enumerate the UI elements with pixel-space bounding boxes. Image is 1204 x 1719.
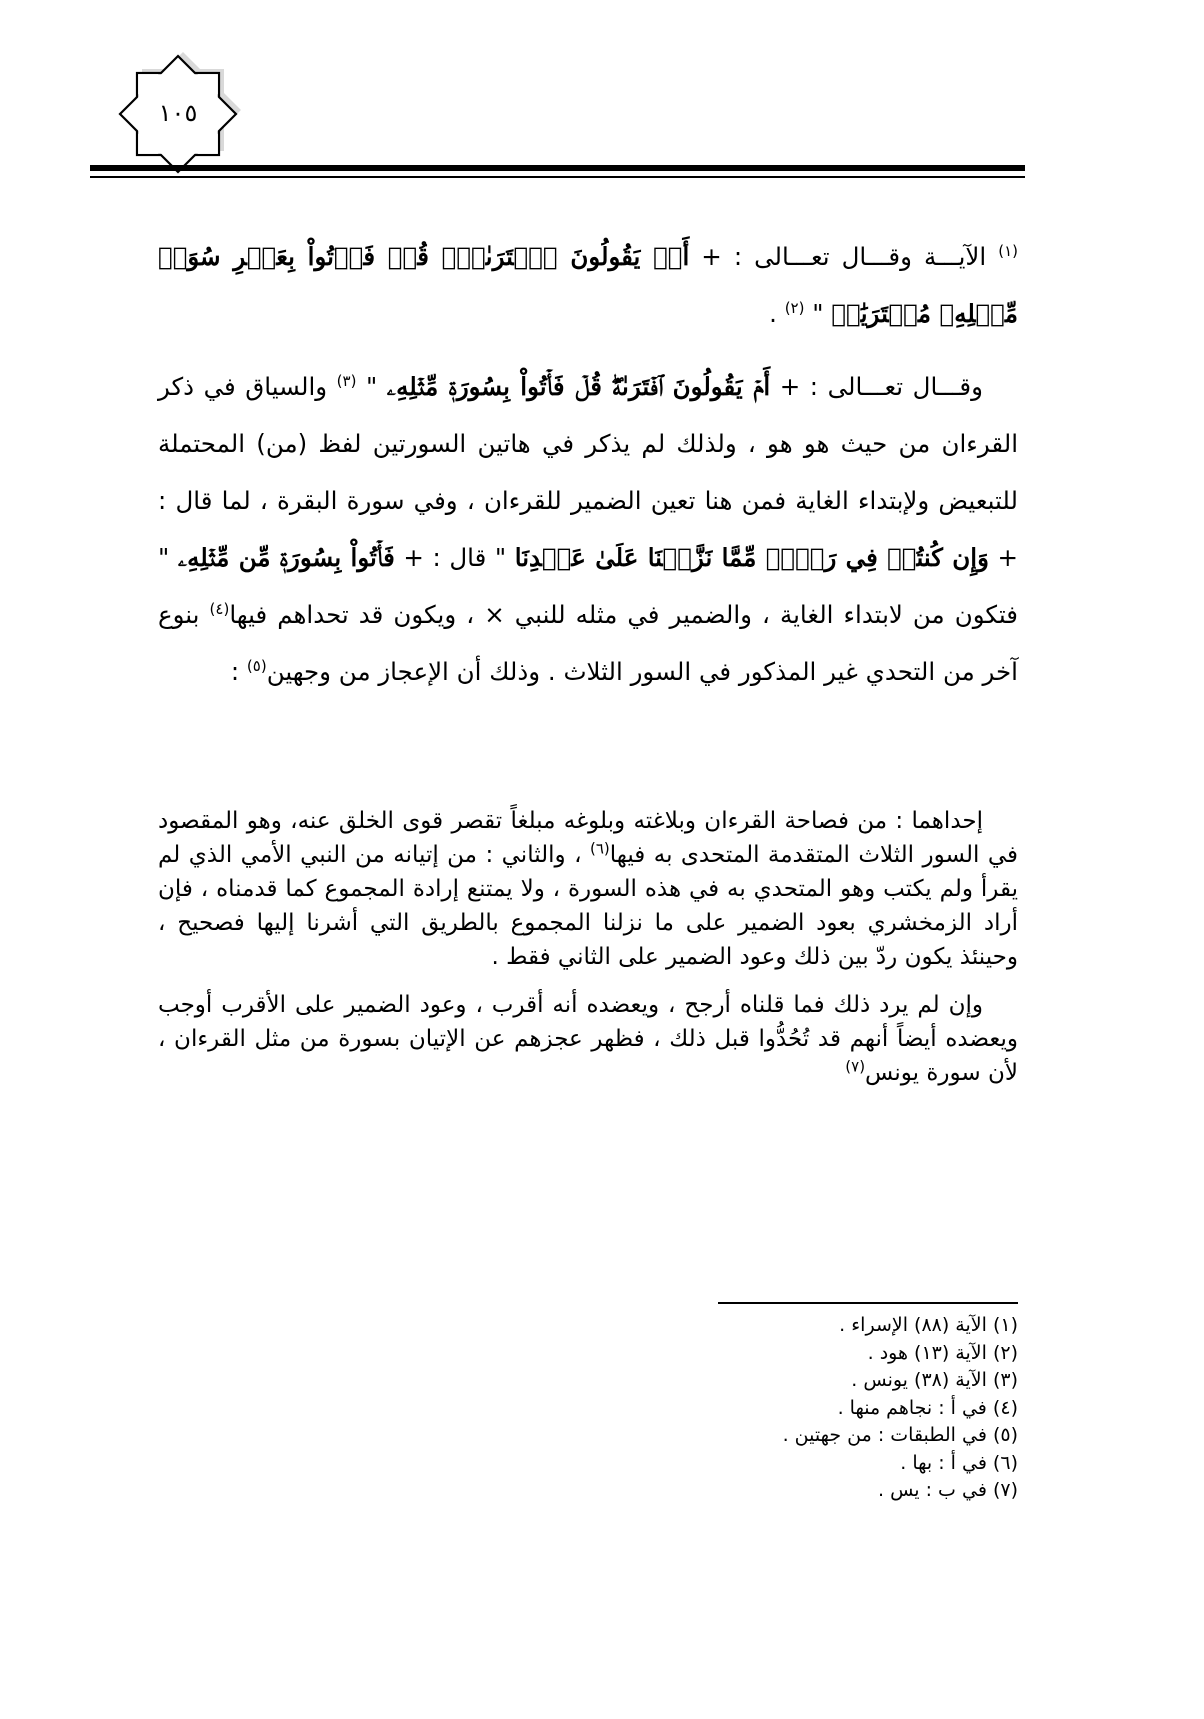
paragraph-text: " قال : +	[394, 543, 515, 572]
page-number: ١٠٥	[158, 101, 198, 127]
footnote-list	[618, 1312, 1018, 1505]
paragraph-text: "	[356, 372, 387, 401]
paragraph-text: .	[769, 299, 785, 328]
footnote-ref: (٣)	[336, 371, 357, 390]
paragraph-text: وقـــال تعـــالى : +	[770, 372, 983, 401]
quran-quote: أَمۡ يَقُولُونَ ٱفۡتَرَىٰهُۖ قُلۡ فَأۡتُواْ بِسُورَةٖ مِّثۡلِهِۦ	[386, 372, 771, 401]
page-number-badge	[108, 44, 248, 184]
footnote-ref: (٢)	[784, 298, 805, 317]
paragraph-3	[158, 804, 1018, 974]
footnote-ref: (٥)	[246, 656, 267, 675]
paragraph-text: ، والثاني : من إتيانه من النبي الأمي الذي لم يقرأ ولم يكتب وهو المتحدي به في هذه السورة ، ولا يمتنع إرادة المجموع كما قدمناه ، فإن أراد الزمخشري بعود الضمير على ما نزلنا المجموع بالطريق التي أشرنا إليها فصحيح ، وحينئذ يكون ردّ بين ذلك وعود الضمير على الثاني فقط .	[158, 842, 1018, 970]
paragraph-text: وإن لم يرد ذلك فما قلناه أرجح ، ويعضده أنه أقرب ، وعود الضمير على الأقرب أوجب ويعضده أيضاً أنهم قد تُحُدُّوا قبل ذلك ، فظهر عجزهم عن الإتيان بسورة من مثل القرءان ، لأن سورة يونس	[158, 992, 1018, 1086]
footnote-ref: (٦)	[589, 839, 610, 858]
paragraph-text: والسياق في ذكر القرءان من حيث هو هو ، ولذلك لم يذكر في هاتين السورتين لفظ (من) المحتملة للتبعيض ولإبتداء الغاية فمن هنا تعين الضمير للقرءان ، وفي سورة البقرة ، لما قال : +	[158, 372, 1019, 572]
header-rule-thick	[90, 165, 1025, 171]
paragraph-4	[158, 988, 1018, 1090]
paragraph-text: " فتكون من لابتداء الغاية ، والضمير في مثله للنبي × ، ويكون قد تحداهم فيها	[158, 543, 1019, 629]
footnote-item: (٣) الآية (٣٨) يونس .	[851, 1369, 1018, 1391]
paragraph-text: بنوع آخر من التحدي غير المذكور في السور الثلاث . وذلك أن الإعجاز من وجهين	[158, 600, 1018, 686]
footnote-item: (٧) في ب : يس .	[877, 1479, 1018, 1501]
paragraph-1	[158, 228, 1018, 342]
footnote-ref: (٧)	[845, 1057, 866, 1076]
header-rule-thin	[90, 176, 1025, 178]
paragraph-text: إحداهما : من فصاحة القرءان وبلاغته وبلوغه مبلغاً تقصر قوى الخلق عنه، وهو المقصود في السور الثلاث المتقدمة المتحدى به فيها	[158, 808, 1019, 868]
main-text-dense	[158, 804, 1018, 1090]
paragraph-2	[158, 358, 1018, 700]
footnote-item: (٢) الآية (١٣) هود .	[867, 1341, 1018, 1364]
quran-quote: أَمۡ يَقُولُونَ ٱفۡتَرَىٰهُۖ قُلۡ فَأۡتُواْ بِعَشۡرِ سُوَرٖ مِّثۡلِهِۦ مُفۡتَرَيَٰتٖ	[158, 242, 1018, 328]
paragraph-text: :	[230, 657, 247, 686]
footnote-item: (٦) في أ : بها .	[900, 1451, 1018, 1474]
footnote-separator	[718, 1302, 1018, 1304]
quran-quote: وَإِن كُنتُمۡ فِي رَيۡبٖ مِّمَّا نَزَّلۡنَا عَلَىٰ عَبۡدِنَا	[514, 543, 989, 572]
footnote-item: (١) الآية (٨٨) الإسراء .	[839, 1314, 1018, 1336]
footnote-ref: (٤)	[209, 599, 230, 618]
paragraph-text: الآيـــة وقـــال تعـــالى : +	[689, 242, 999, 271]
footnote-item: (٥) في الطبقات : من جهتين .	[782, 1424, 1018, 1446]
footnote-item: (٤) في أ : نجاهم منها .	[837, 1396, 1018, 1419]
footnote-ref: (١)	[998, 241, 1018, 260]
paragraph-text: "	[804, 299, 832, 328]
quran-quote: فَأۡتُواْ بِسُورَةٖ مِّن مِّثۡلِهِۦ	[177, 543, 395, 572]
main-text-spaced	[158, 228, 1018, 700]
